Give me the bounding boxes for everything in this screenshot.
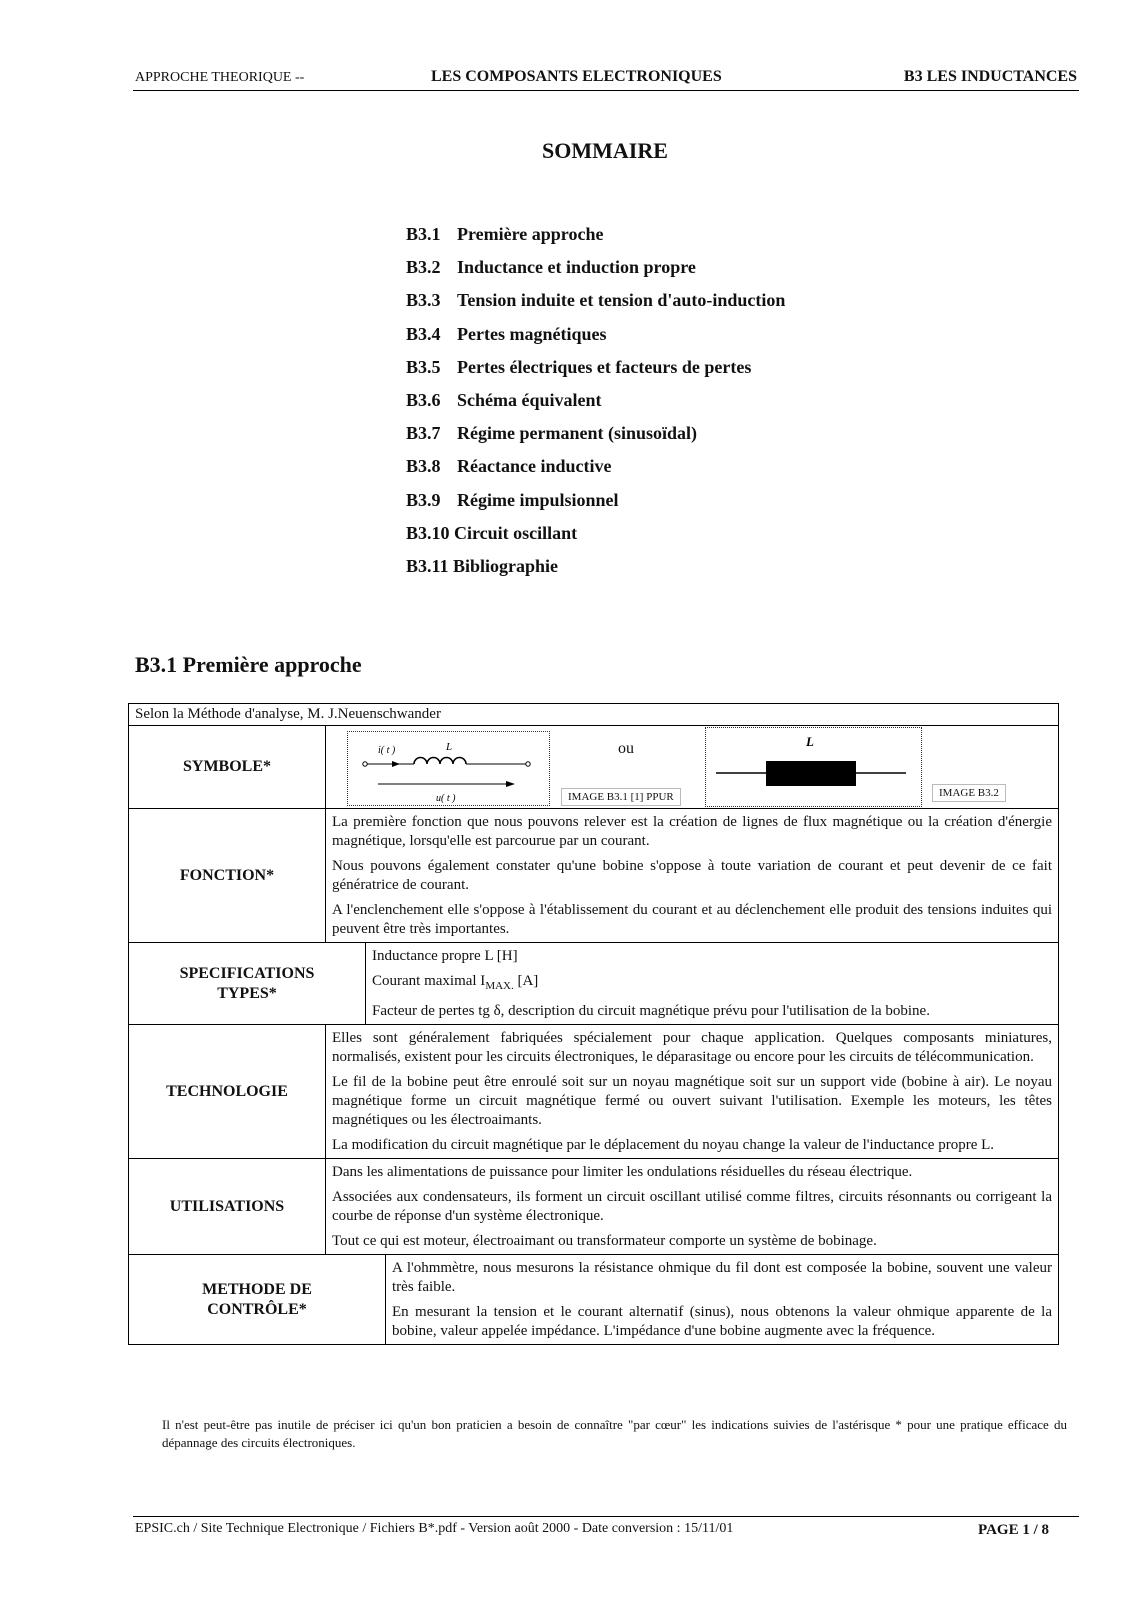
section-heading: B3.1 Première approche [135, 652, 362, 677]
toc-label: Pertes électriques et facteurs de pertes [457, 356, 752, 377]
toc-item[interactable] [406, 523, 785, 556]
toc-item[interactable] [406, 257, 785, 290]
utilisations-content [326, 1159, 1058, 1254]
toc-number: B3.4 [406, 323, 441, 344]
current-label: i( t ) [378, 745, 396, 756]
toc-item[interactable] [406, 556, 785, 589]
toc-label: Tension induite et tension d'auto-induction [457, 290, 786, 311]
toc-number: B3.7 [406, 423, 441, 444]
toc-item[interactable] [406, 456, 785, 489]
toc-label: Régime impulsionnel [457, 489, 619, 510]
toc-label: Régime permanent (sinusoïdal) [457, 423, 697, 444]
page-footer [133, 1516, 1079, 1541]
symbol-cell [326, 726, 1058, 808]
row-label-utilisations: UTILISATIONS [129, 1159, 326, 1254]
controle-row [129, 1255, 1058, 1344]
toc-number: B3.8 [406, 456, 441, 477]
technologie-row [129, 1025, 1058, 1159]
paragraph: A l'ohmmètre, nous mesurons la résistance ohmique du fil dont est composée la bobine, souvent une valeur très faible. [392, 1260, 1052, 1295]
toc-number: B3.6 [406, 389, 441, 410]
row-label-symbole: SYMBOLE* [129, 726, 326, 808]
specifications-row [129, 943, 1058, 1025]
specifications-content [366, 943, 1058, 1024]
page-title: SOMMAIRE [542, 138, 668, 163]
toc-label: Réactance inductive [457, 456, 612, 477]
spec-text: [A] [513, 973, 539, 989]
table-of-contents [406, 224, 785, 589]
header-right: B3 LES INDUCTANCES [903, 68, 1077, 85]
paragraph: Associées aux condensateurs, ils forment un circuit oscillant utilisé comme filtres, circuits résonnants ou corrigeant la courbe de réponse d'un système électronique. [332, 1189, 1052, 1224]
paragraph: Elles sont généralement fabriquées spécialement pour chaque application. Quelques composants miniatures, normalisés, existent pour les circuits électroniques, le déparasitage ou encore pour les circuits de télécommunication. [332, 1030, 1052, 1065]
toc-label: Circuit oscillant [454, 522, 578, 543]
spec-line: Facteur de pertes tg δ, description du circuit magnétique prévu pour l'utilisation de la bobine. [372, 1003, 930, 1019]
block-inductance-label: L [806, 734, 814, 749]
spec-line [372, 972, 1052, 996]
footer-left: EPSIC.ch / Site Technique Electronique / Fichiers B*.pdf - Version août 2000 - Date conversion : 15/11/01 [135, 1521, 734, 1536]
technologie-content [326, 1025, 1058, 1158]
paragraph: En mesurant la tension et le courant alternatif (sinus), nous obtenons la valeur ohmique apparente de la bobine, valeur appelée impédance. L'impédance d'une bobine augmente avec la fréquence. [392, 1304, 1052, 1339]
spec-text: Courant maximal I [372, 973, 486, 989]
inductor-block-figure [705, 727, 922, 807]
toc-label: Pertes magnétiques [457, 323, 607, 344]
row-label-fonction: FONCTION* [129, 809, 326, 942]
toc-item[interactable] [406, 357, 785, 390]
toc-number: B3.5 [406, 356, 441, 377]
page-number: PAGE 1 / 8 [978, 1522, 1049, 1538]
paragraph: Tout ce qui est moteur, électroaimant ou transformateur comporte un système de bobinage. [332, 1233, 877, 1249]
or-text: ou [618, 740, 634, 757]
voltage-label: u( t ) [436, 793, 456, 804]
toc-label: Inductance et induction propre [457, 257, 696, 278]
toc-number: B3.3 [406, 290, 441, 311]
toc-label: Première approche [457, 224, 604, 244]
utilisations-row [129, 1159, 1058, 1255]
paragraph: A l'enclenchement elle s'oppose à l'établissement du courant et au déclenchement elle produit des tensions induites qui peuvent être très importantes. [332, 902, 1052, 937]
paragraph: La première fonction que nous pouvons relever est la création de lignes de flux magnétique ou la création d'énergie magnétique, lorsqu'elle est parcourue par un courant. [332, 814, 1052, 849]
spec-line: Inductance propre L [H] [372, 948, 518, 964]
footnote: Il n'est peut-être pas inutile de préciser ici qu'un bon praticien a besoin de connaître "par cœur" les indications suivies de l'astérisque * pour une pratique efficace du dépannage des circuits électroniques. [162, 1417, 1067, 1450]
toc-item[interactable] [406, 423, 785, 456]
header-center: LES COMPOSANTS ELECTRONIQUES [431, 68, 722, 85]
controle-content [386, 1255, 1058, 1344]
fonction-row [129, 809, 1058, 943]
toc-number: B3.2 [406, 257, 441, 278]
inductor-coil-icon [348, 732, 548, 804]
image-caption-b3-2: IMAGE B3.2 [932, 784, 1006, 802]
inductance-label: L [446, 741, 453, 753]
paragraph: La modification du circuit magnétique par le déplacement du noyau change la valeur de l'inductance propre L. [332, 1137, 995, 1153]
row-label-controle: METHODE DE CONTRÔLE* [129, 1255, 386, 1344]
fonction-content [326, 809, 1058, 942]
toc-item[interactable] [406, 390, 785, 423]
toc-item[interactable] [406, 290, 785, 323]
overview-table [128, 703, 1059, 1345]
image-caption-b3-1: IMAGE B3.1 [1] PPUR [561, 788, 681, 806]
toc-item[interactable] [406, 490, 785, 523]
toc-number: B3.1 [406, 224, 441, 244]
inductor-symbol-figure [347, 731, 550, 806]
toc-label: Bibliographie [453, 555, 559, 576]
toc-item[interactable] [406, 324, 785, 357]
header-left: APPROCHE THEORIQUE -- [135, 70, 305, 85]
row-label-technologie: TECHNOLOGIE [129, 1025, 326, 1158]
toc-number: B3.10 [406, 522, 450, 543]
spec-subscript: MAX. [485, 980, 514, 992]
row-label-specifications: SPECIFICATIONS TYPES* [129, 943, 366, 1024]
toc-number: B3.9 [406, 489, 441, 510]
paragraph: Dans les alimentations de puissance pour limiter les ondulations résiduelles du réseau électrique. [332, 1164, 913, 1180]
page-header [133, 66, 1079, 91]
toc-number: B3.11 [406, 555, 449, 576]
paragraph: Nous pouvons également constater qu'une bobine s'oppose à toute variation de courant et peut devenir de ce fait génératrice de courant. [332, 858, 1052, 893]
inductor-block-icon [706, 728, 920, 805]
toc-label: Schéma équivalent [457, 389, 602, 410]
symbol-row [129, 726, 1058, 809]
table-caption: Selon la Méthode d'analyse, M. J.Neuenschwander [129, 704, 1058, 726]
paragraph: Le fil de la bobine peut être enroulé soit sur un noyau magnétique soit sur un support vide (bobine à air). Le noyau magnétique forme un circuit magnétique fermé ou ouvert suivant l'utilisation. Exemple les moteurs, les têtes magnétiques ou les électroaimants. [332, 1074, 1052, 1128]
toc-item[interactable] [406, 224, 785, 257]
